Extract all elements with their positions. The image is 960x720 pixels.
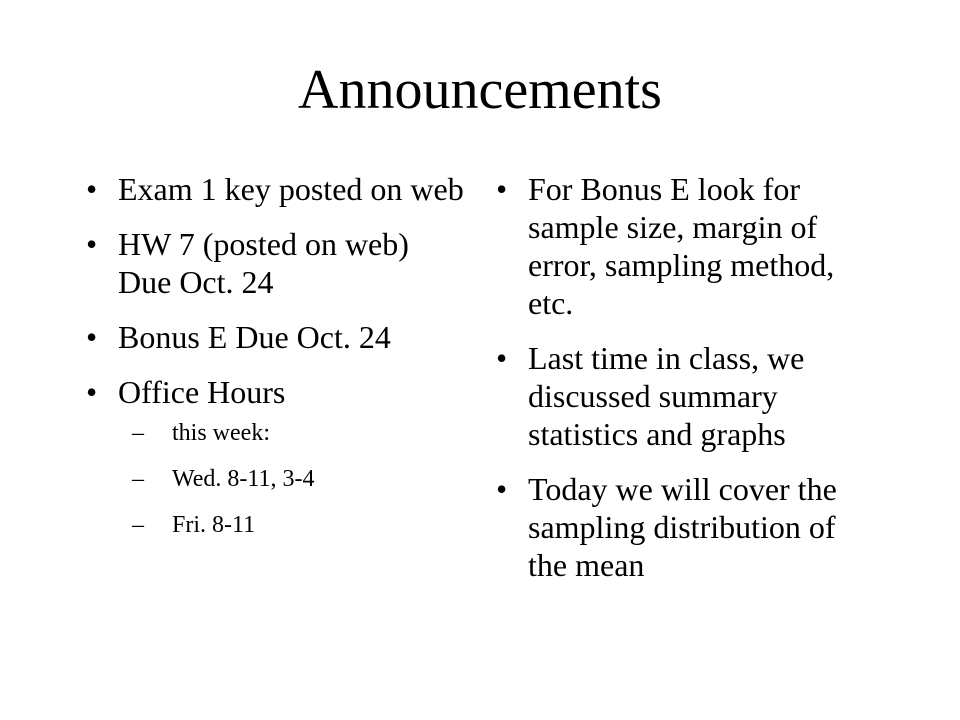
dash-marker: – xyxy=(132,466,144,492)
right-bullet-list xyxy=(496,170,876,601)
dash-marker: – xyxy=(132,420,144,446)
bullet-text: Today we will cover the sampling distribution of the mean xyxy=(528,471,837,583)
sub-item-this-week xyxy=(132,419,466,448)
bullet-item-office-hours xyxy=(86,373,466,540)
bullet-item-today xyxy=(496,470,876,584)
bullet-text: Office Hours xyxy=(118,374,286,410)
bullet-marker: • xyxy=(86,226,98,262)
sub-item-text: Fri. 8-11 xyxy=(172,512,256,538)
office-hours-sublist xyxy=(118,419,466,540)
sub-item-wednesday xyxy=(132,465,466,494)
bullet-marker: • xyxy=(86,319,98,355)
sub-item-friday xyxy=(132,511,466,540)
bullet-item-bonus-e-hint xyxy=(496,170,876,322)
bullet-text: Bonus E Due Oct. 24 xyxy=(118,319,391,355)
bullet-marker: • xyxy=(496,171,508,207)
bullet-marker: • xyxy=(86,171,98,207)
dash-marker: – xyxy=(132,512,144,538)
sub-item-text: this week: xyxy=(172,420,270,446)
slide-title: Announcements xyxy=(298,59,662,121)
sub-item-text: Wed. 8-11, 3-4 xyxy=(172,466,315,492)
bullet-item-last-time xyxy=(496,339,876,453)
bullet-marker: • xyxy=(496,340,508,376)
bullet-text: HW 7 (posted on web) Due Oct. 24 xyxy=(118,226,409,300)
bullet-item-bonus-e-due xyxy=(86,318,466,356)
bullet-marker: • xyxy=(86,374,98,410)
bullet-text: Last time in class, we discussed summary statistics and graphs xyxy=(528,340,805,452)
bullet-marker: • xyxy=(496,471,508,507)
bullet-item-exam-key xyxy=(86,170,466,208)
bullet-text: For Bonus E look for sample size, margin of error, sampling method, etc. xyxy=(528,171,835,321)
bullet-item-hw7 xyxy=(86,225,466,301)
bullet-text: Exam 1 key posted on web xyxy=(118,171,464,207)
left-bullet-list xyxy=(86,170,466,557)
